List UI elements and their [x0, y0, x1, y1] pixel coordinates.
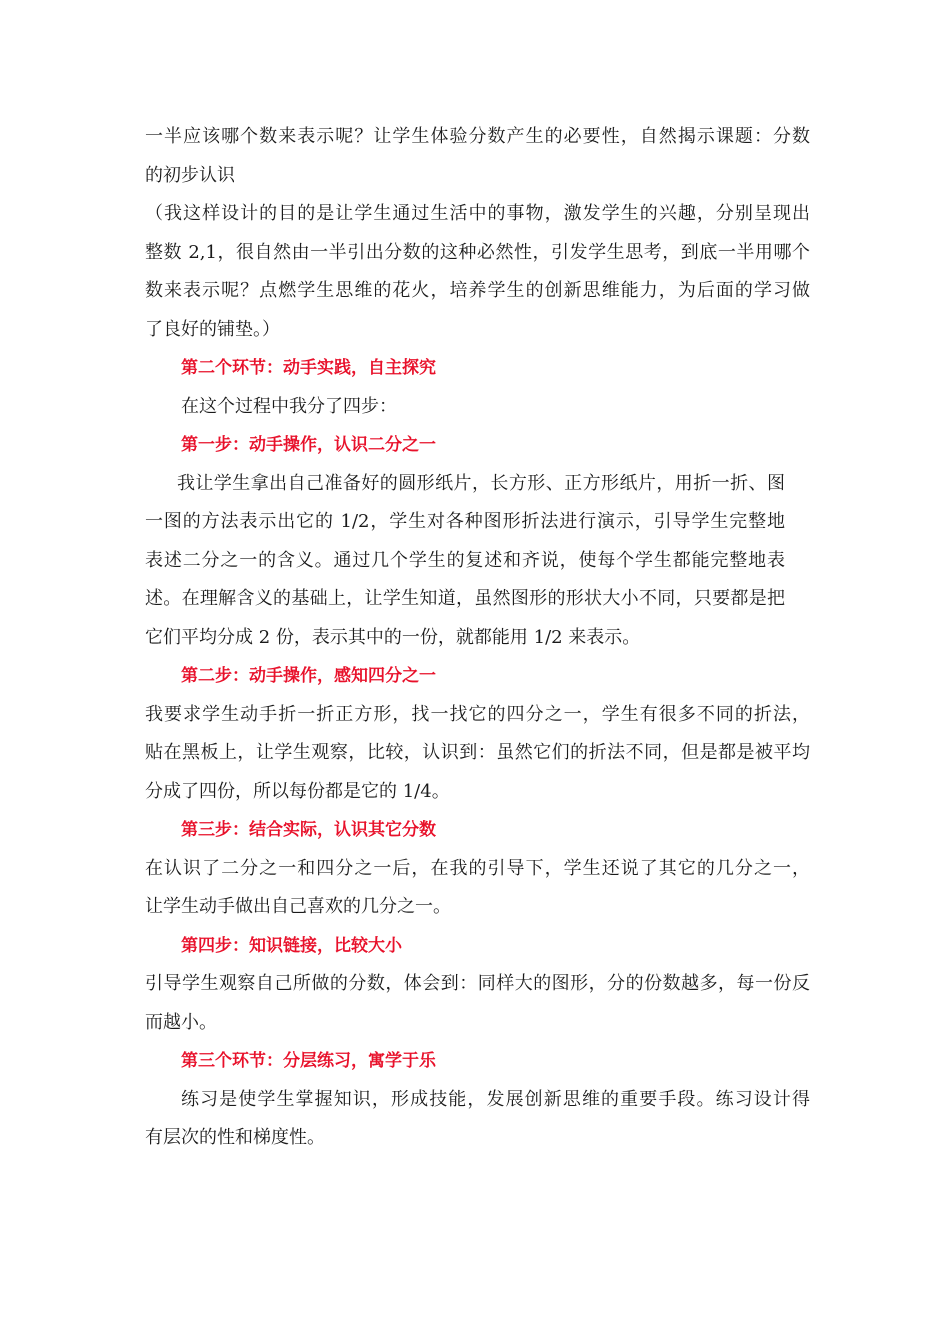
text-line: 一半应该哪个数来表示呢？让学生体验分数产生的必要性，自然揭示课题：分数	[145, 126, 810, 147]
text-line: 的初步认识	[145, 164, 235, 186]
text-line: 表述二分之一的含义。通过几个学生的复述和齐说，使每个学生都能完整地表	[145, 549, 785, 571]
step1-paragraph	[145, 465, 785, 658]
section3-paragraph	[145, 1081, 810, 1158]
text-line: 述。在理解含义的基础上，让学生知道，虽然图形的形状大小不同，只要都是把	[145, 588, 785, 609]
text-line: 分成了四份，所以每份都是它的 1/4。	[145, 780, 450, 802]
step2-paragraph	[145, 696, 810, 812]
text-line: 了良好的铺垫。）	[145, 318, 280, 340]
step4-paragraph	[145, 965, 810, 1042]
text-line: 贴在黑板上，让学生观察，比较，认识到：虽然它们的折法不同，但是都是被平均	[145, 742, 810, 763]
step-heading: 第二步：动手操作，感知四分之一	[181, 666, 436, 686]
section-heading: 第二个环节：动手实践，自主探究	[181, 358, 436, 378]
step-heading: 第一步：动手操作，认识二分之一	[181, 435, 436, 455]
design-note-paragraph	[145, 195, 810, 349]
step3-paragraph	[145, 850, 810, 927]
text-line: 它们平均分成 2 份，表示其中的一份，就都能用 1/2 来表示。	[145, 626, 641, 648]
step-heading: 第四步：知识链接，比较大小	[181, 935, 402, 956]
text-line: 数来表示呢？点燃学生思维的花火，培养学生的创新思维能力，为后面的学习做	[145, 280, 810, 301]
text-line: 整数 2,1，很自然由一半引出分数的这种必然性，引发学生思考，到底一半用哪个	[145, 241, 810, 263]
text-line: 有层次的性和梯度性。	[145, 1127, 325, 1148]
text-line: 而越小。	[145, 1011, 217, 1033]
document-body	[145, 118, 810, 1158]
text-line: 一图的方法表示出它的 1/2，学生对各种图形折法进行演示，引导学生完整地	[145, 511, 785, 532]
section-heading: 第三个环节：分层练习，寓学于乐	[181, 1051, 436, 1071]
step-heading: 第三步：结合实际，认识其它分数	[181, 820, 436, 840]
text-line: 让学生动手做出自己喜欢的几分之一。	[145, 896, 451, 917]
text-line: 我让学生拿出自己准备好的圆形纸片，长方形、正方形纸片，用折一折、图	[177, 472, 785, 494]
text-line: 我要求学生动手折一折正方形，找一找它的四分之一，学生有很多不同的折法，	[145, 703, 810, 725]
text-line: 练习是使学生掌握知识，形成技能，发展创新思维的重要手段。练习设计得	[181, 1088, 810, 1110]
text-line: （我这样设计的目的是让学生通过生活中的事物，激发学生的兴趣，分别呈现出	[145, 203, 810, 224]
text-line: 在认识了二分之一和四分之一后，在我的引导下，学生还说了其它的几分之一，	[145, 857, 810, 879]
intro-paragraph	[145, 118, 810, 195]
section-intro: 在这个过程中我分了四步：	[181, 395, 397, 417]
text-line: 引导学生观察自己所做的分数，体会到：同样大的图形，分的份数越多，每一份反	[145, 973, 810, 994]
